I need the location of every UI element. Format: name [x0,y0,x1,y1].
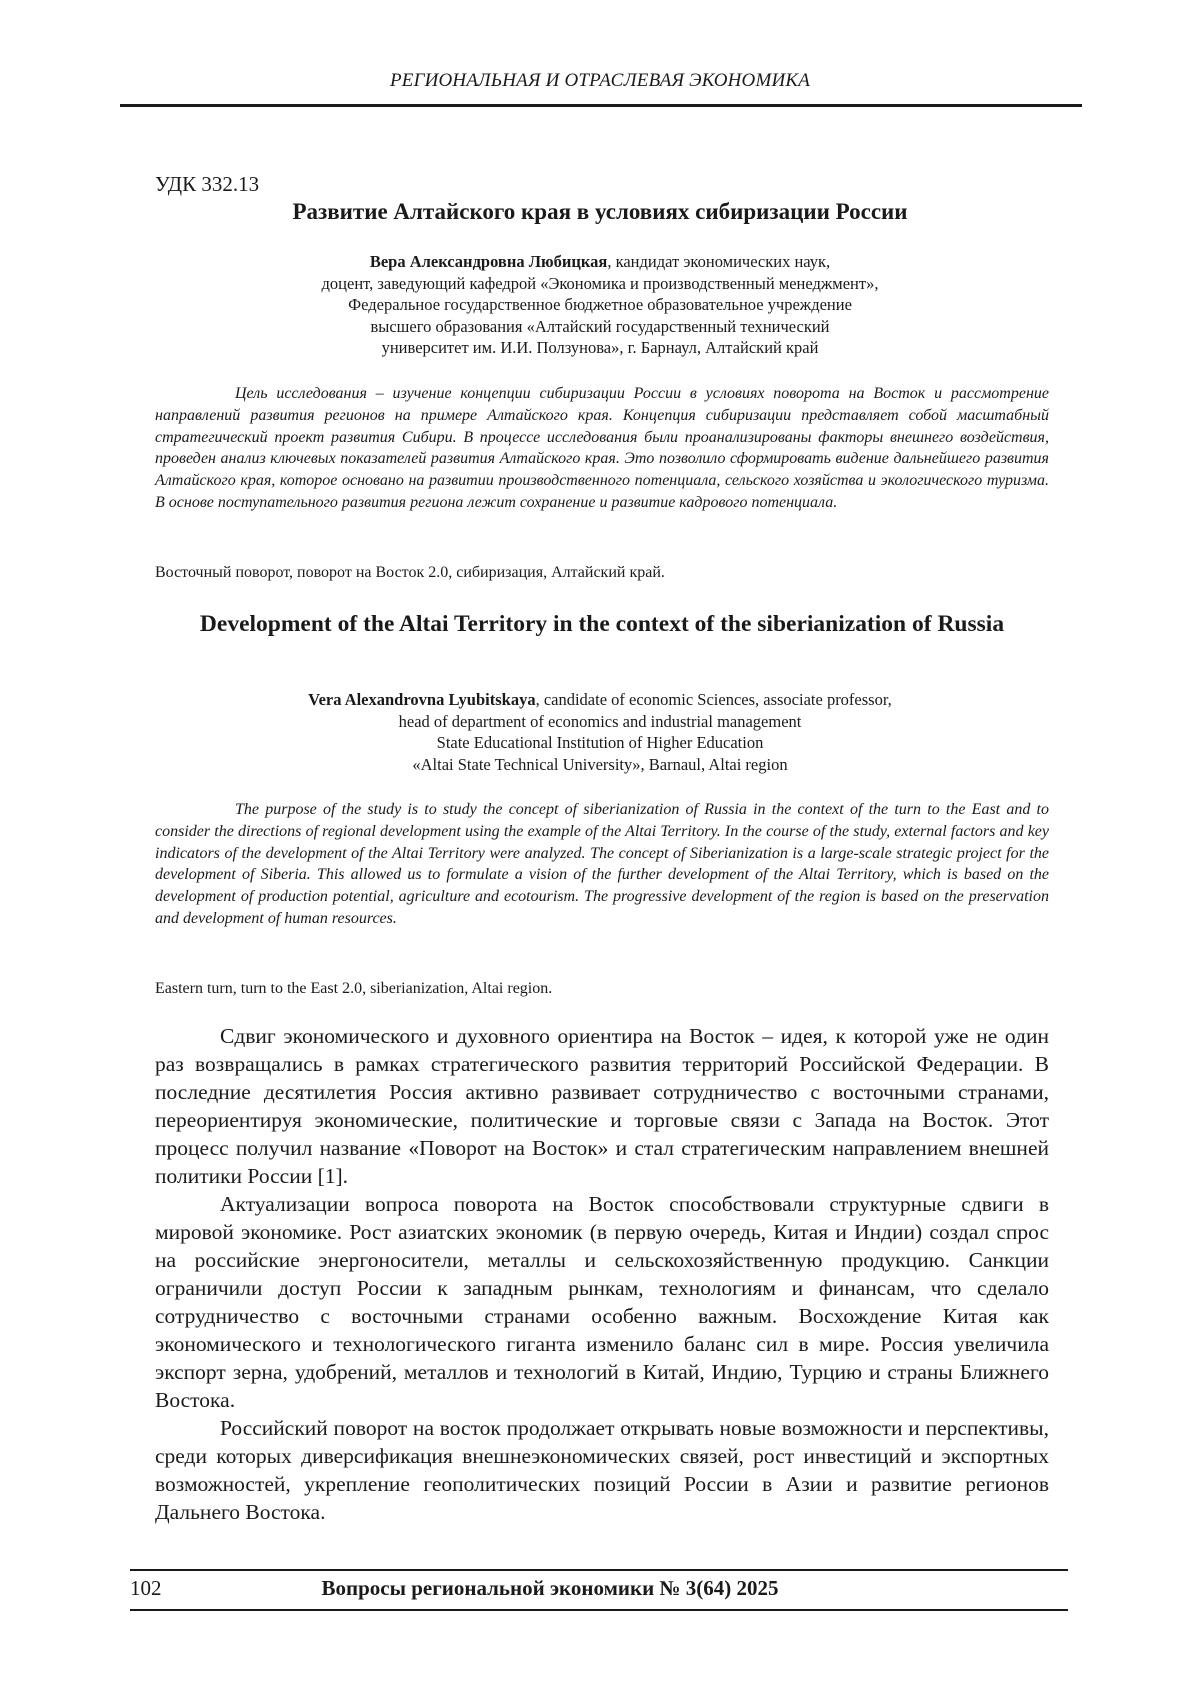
udc-code: УДК 332.13 [155,172,260,196]
journal-title: Вопросы региональной экономики № 3(64) 2025 [321,1576,779,1600]
body-paragraph: Актуализации вопроса поворота на Восток способствовали структурные сдвиги в мировой экономике. Рост азиатских экономик (в первую очередь, Китая и Индии) создал спрос на российские энергоносители, металлы и сельскохозяйственную продукцию. Санкции ограничили доступ России к западным рынкам, технологиям и финансам, что сделало сотрудничество с восточными странами особенно важным. Восхождение Китая как экономического и технологического гиганта изменило баланс сил в мире. Россия увеличила экспорт зерна, удобрений, металлов и технологий в Китай, Индию, Турцию и страны Ближнего Востока. [155,1192,1049,1412]
author-affiliation-en [155,689,1045,775]
abstract-ru-text: Цель исследования – изучение концепции сибиризации России в условиях поворота на Восток и рассмотрение направлений развития регионов на примере Алтайского края. Концепция сибиризации представляет собой масштабный стратегический проект развития Сибири. В процессе исследования были проанализированы факторы внешнего воздействия, проведен анализ ключевых показателей развития Алтайского края. Это позволило сформировать видение дальнейшего развития Алтайского края, которое основано на развитии производственного потенциала, сельского хозяйства и экологического туризма. В основе поступательного развития региона лежит сохранение и развитие кадрового потенциала. [155,385,1049,511]
affiliation-line: «Altai State Technical University», Barnaul, Altai region [412,754,788,774]
keywords-en: Eastern turn, turn to the East 2.0, siberianization, Altai region. [155,980,553,997]
affiliation-line: head of department of economics and industrial management [398,711,802,731]
abstract-en-text: The purpose of the study is to study the concept of siberianization of Russia in the context of the turn to the East and to consider the directions of regional development using the example of the Altai Territory. In the course of the study, external factors and key indicators of the development of the Altai Territory were analyzed. The concept of Siberianization is a large-scale strategic project for the development of Siberia. This allowed us to formulate a vision of the further development of the Altai Territory, which is based on the development of production potential, agriculture and ecotourism. The progressive development of the region is based on the preservation and development of human resources. [155,801,1049,927]
author-name-ru: Вера Александровна Любицкая [369,252,608,271]
article-body [155,1022,1049,1526]
header-rule [120,104,1082,107]
author-degree-ru: , кандидат экономических наук, [607,252,831,271]
article-title-en: Development of the Altai Territory in the context of the siberianization of Russia [199,611,1005,637]
body-paragraph: Российский поворот на восток продолжает открывать новые возможности и перспективы, среди которых диверсификация внешнеэкономических связей, рост инвестиций и экспортных возможностей, укрепление геополитических позиций России в Азии и развитие регионов Дальнего Востока. [155,1416,1049,1524]
affiliation-line: доцент, заведующий кафедрой «Экономика и производственный менеджмент», [321,273,879,293]
abstract-ru [155,383,1049,514]
author-line-ru [155,251,1045,273]
affiliation-line: State Educational Institution of Higher Education [436,733,764,752]
author-degree-en: , candidate of economic Sciences, associate professor, [535,690,892,709]
abstract-en [155,799,1049,930]
running-header: РЕГИОНАЛЬНАЯ И ОТРАСЛЕВАЯ ЭКОНОМИКА [389,70,811,91]
keywords-ru: Восточный поворот, поворот на Восток 2.0, сибиризация, Алтайский край. [155,564,665,581]
author-affiliation-ru [155,251,1045,359]
article-title-ru: Развитие Алтайского края в условиях сибиризации России [292,199,908,224]
author-line-en [155,689,1045,711]
affiliation-line: высшего образования «Алтайский государственный технический [370,316,830,336]
affiliation-line: Федеральное государственное бюджетное образовательное учреждение [348,295,852,314]
author-name-en: Vera Alexandrovna Lyubitskaya [308,690,536,709]
footer-rule-bottom [130,1609,1068,1611]
body-paragraph: Сдвиг экономического и духовного ориентира на Восток – идея, к которой уже не один раз возвращались в рамках стратегического развития территорий Российской Федерации. В последние десятилетия Россия активно развивает сотрудничество с восточными странами, переориентируя экономические, политические и торговые связи с Запада на Восток. Этот процесс получил название «Поворот на Восток» и стал стратегическим направлением внешней политики России [1]. [155,1024,1049,1188]
affiliation-line: университет им. И.И. Ползунова», г. Барнаул, Алтайский край [381,338,819,357]
footer-rule-top [130,1569,1068,1571]
page-number: 102 [130,1576,162,1600]
